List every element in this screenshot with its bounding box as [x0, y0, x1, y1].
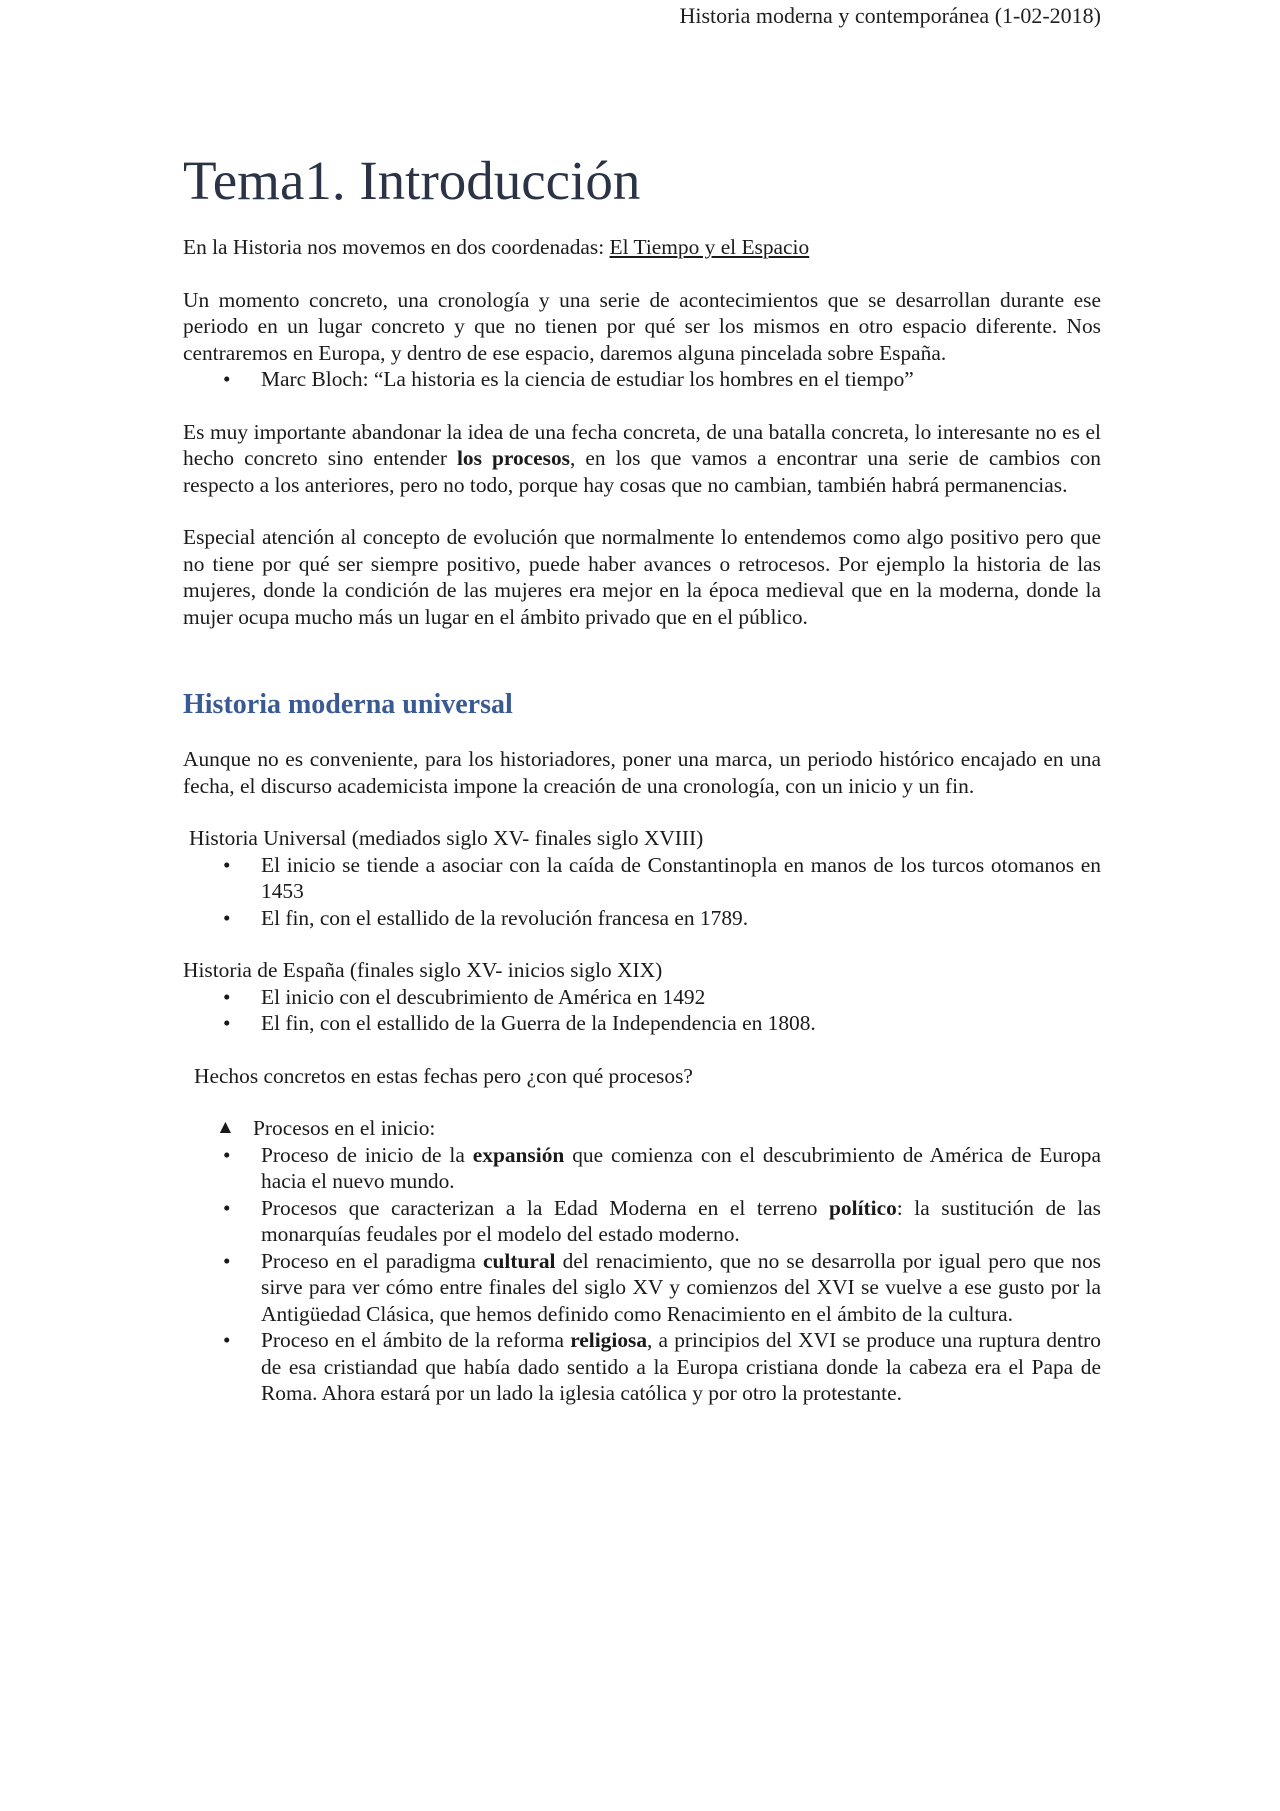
universal-label: Historia Universal (mediados siglo XV- finales siglo XVIII)	[189, 826, 704, 850]
proceso-bold: cultural	[483, 1248, 556, 1273]
bullet-icon: •	[223, 1328, 231, 1352]
proceso-text-after: que comienza con el descubrimiento de América de Europa hacia el nuevo mundo.	[261, 1142, 1101, 1193]
quote-list	[183, 366, 1101, 393]
list-item	[183, 1195, 1101, 1248]
bullet-icon: •	[223, 984, 231, 1009]
list-item	[183, 366, 1101, 393]
intro-paragraph-1: Un momento concreto, una cronología y una serie de acontecimientos que se desarrollan durante ese periodo en un lugar concreto y que no tienen por qué ser los mismos en otro espacio diferente. Nos centraremos en Europa, y dentro de ese espacio, daremos alguna pincelada sobre España.	[183, 287, 1101, 365]
section-heading: Historia moderna universal	[183, 689, 513, 720]
page-title: Tema1. Introducción	[183, 150, 641, 211]
list-item-text: El inicio con el descubrimiento de América en 1492	[261, 984, 706, 1009]
list-item	[183, 984, 1101, 1011]
list-item	[183, 1010, 1101, 1037]
bullet-icon: •	[223, 1011, 231, 1035]
running-header: Historia moderna y contemporánea (1-02-2018)	[679, 3, 1101, 28]
list-item-text: El inicio se tiende a asociar con la caída de Constantinopla en manos de los turcos otomanos en 1453	[261, 852, 1101, 903]
bullet-icon: •	[223, 367, 231, 391]
proceso-text-before: Proceso en el paradigma	[261, 1248, 484, 1273]
intro-paragraph-3: Especial atención al concepto de evolución que normalmente lo entendemos como algo positivo pero que no tiene por qué ser siempre positivo, puede haber avances o retrocesos. Por ejemplo la historia de las mujeres, donde la condición de las mujeres era mejor en la época medieval que en la moderna, donde la mujer ocupa mucho más un lugar en el ámbito privado que en el público.	[183, 525, 1101, 629]
bullet-icon: •	[223, 905, 231, 930]
section-paragraph-1: Aunque no es conveniente, para los historiadores, poner una marca, un periodo histórico encajado en una fecha, el discurso academicista impone la creación de una cronología, con un inicio y un fin.	[183, 747, 1101, 798]
espana-list	[183, 984, 1101, 1037]
proceso-text-after: , a principios del XVI se produce una ruptura dentro de esa cristiandad que había dado sentido a la Europa cristiana donde la cabeza era el Papa de Roma. Ahora estará por un lado la iglesia católica y por otro la protestante.	[261, 1328, 1102, 1405]
p2-text-after: , en los que vamos a encontrar una serie de cambios con respecto a los anteriores, pero no todo, porque hay cosas que no cambian, también habrá permanencias.	[183, 446, 1102, 497]
list-item	[183, 1142, 1101, 1195]
list-item	[183, 905, 1101, 932]
triangle-icon: ▲	[216, 1117, 235, 1138]
proceso-bold: expansión	[472, 1142, 565, 1167]
list-item	[183, 1248, 1101, 1328]
p2-bold: los procesos	[456, 446, 570, 470]
bullet-icon: •	[223, 1142, 231, 1167]
bullet-icon: •	[223, 1248, 231, 1273]
list-item	[183, 1327, 1101, 1407]
p2-text-before: Es muy importante abandonar la idea de una fecha concreta, de una batalla concreta, lo interesante no es el hecho concreto sino entender	[183, 419, 1101, 470]
intro-paragraph-2	[183, 419, 1101, 499]
bullet-icon: •	[223, 1195, 231, 1220]
proceso-text-before: Proceso de inicio de la	[261, 1142, 473, 1167]
proceso-text-before: Procesos que caracterizan a la Edad Moderna en el terreno	[261, 1195, 830, 1220]
proceso-text-before: Proceso en el ámbito de la reforma	[261, 1328, 571, 1352]
procesos-label	[183, 1115, 1101, 1142]
proceso-text-after: : la sustitución de las monarquías feudales por el modelo del estado moderno.	[261, 1195, 1101, 1246]
document-body	[183, 148, 1101, 1407]
proceso-text-after: del renacimiento, que no se desarrolla por igual pero que nos sirve para ver cómo entre finales del siglo XV y comienzos del XVI se vuelve a ese gusto por la Antigüedad Clásica, que hemos definido como Renacimiento en el ámbito de la cultura.	[261, 1248, 1102, 1326]
list-item-text: El fin, con el estallido de la revolución francesa en 1789.	[261, 905, 749, 930]
proceso-bold: político	[829, 1195, 897, 1220]
universal-list	[183, 852, 1101, 932]
procesos-label-text: Procesos en el inicio:	[253, 1116, 436, 1140]
list-item	[183, 852, 1101, 905]
procesos-list	[183, 1142, 1101, 1407]
espana-label: Historia de España (finales siglo XV- inicios siglo XIX)	[183, 958, 663, 982]
intro-lead	[183, 234, 1101, 261]
quote-text: Marc Bloch: “La historia es la ciencia de estudiar los hombres en el tiempo”	[261, 367, 914, 391]
bullet-icon: •	[223, 852, 231, 877]
question-text: Hechos concretos en estas fechas pero ¿con qué procesos?	[194, 1063, 693, 1088]
intro-lead-text: En la Historia nos movemos en dos coordenadas:	[183, 235, 610, 259]
intro-lead-underlined: El Tiempo y el Espacio	[609, 235, 810, 259]
proceso-bold: religiosa	[570, 1328, 648, 1352]
list-item-text: El fin, con el estallido de la Guerra de la Independencia en 1808.	[261, 1011, 816, 1035]
